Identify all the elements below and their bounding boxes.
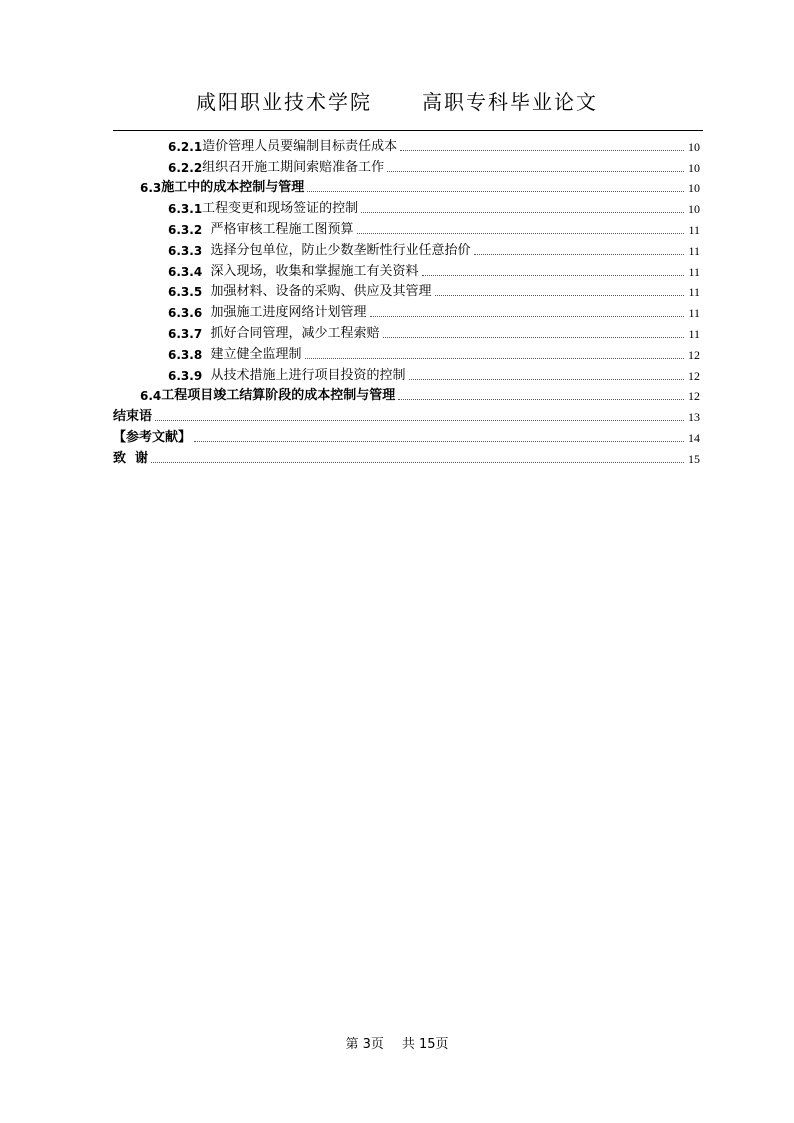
toc-entry-page: 15 [688,451,700,466]
toc-entry-title: 工程项目竣工结算阶段的成本控制与管理 [161,388,396,404]
toc-entry-title: 严格审核工程施工图预算 [210,221,354,237]
toc-entry-page: 10 [688,160,700,175]
toc-dot-leader [151,461,684,463]
toc-dot-leader [361,211,684,213]
toc-dot-leader [383,336,684,338]
toc-entry[interactable] [113,300,700,321]
toc-entry-page: 10 [688,181,700,196]
toc-dot-leader [400,149,684,151]
toc-entry[interactable] [113,134,700,155]
toc-entry-number: 6.3.6 [168,306,211,321]
school-name: 咸阳职业技术学院 [196,90,372,114]
toc-entry-page: 13 [688,410,700,425]
page-footer [0,1033,794,1052]
toc-entry-page: 11 [688,243,700,258]
toc-entry[interactable] [113,196,700,217]
toc-entry-page: 11 [688,306,700,321]
toc-entry[interactable] [113,363,700,384]
toc-entry[interactable] [113,238,700,259]
toc-entry-number: 6.3.4 [168,264,211,279]
toc-entry[interactable] [113,342,700,363]
toc-entry-page: 12 [688,368,700,383]
toc-entry[interactable] [113,404,700,425]
toc-entry-number: 6.2.1 [168,139,203,154]
toc-dot-leader [305,357,684,359]
toc-entry-page: 14 [688,430,700,445]
document-header [0,86,794,115]
toc-entry-page: 12 [688,347,700,362]
toc-entry-page: 11 [688,285,700,300]
toc-entry-page: 11 [688,326,700,341]
toc-entry-number: 6.3.3 [168,243,211,258]
toc-entry-number: 6.3.1 [168,202,203,217]
toc-dot-leader [155,419,684,421]
toc-dot-leader [435,294,684,296]
toc-dot-leader [307,190,684,192]
toc-entry-page: 11 [688,222,700,237]
toc-entry[interactable] [113,384,700,405]
toc-entry-title: 结束语 [113,409,153,425]
toc-entry[interactable] [113,425,700,446]
toc-entry-title: 工程变更和现场签证的控制 [202,201,359,217]
toc-entry[interactable] [113,280,700,301]
header-rule [113,130,703,131]
toc-dot-leader [409,378,684,380]
toc-entry-number: 6.3 [140,181,162,196]
toc-entry-number: 6.4 [140,389,162,404]
toc-entry-title: 选择分包单位，防止少数垄断性行业任意抬价 [210,242,471,258]
toc-entry-title: 施工中的成本控制与管理 [161,180,305,196]
toc-entry[interactable] [113,259,700,280]
toc-entry-page: 11 [688,264,700,279]
toc-entry[interactable] [113,446,700,467]
toc-entry[interactable] [113,176,700,197]
toc-entry[interactable] [113,321,700,342]
footer-page-current: 第 3页 [345,1037,384,1052]
toc-entry-page: 10 [688,202,700,217]
toc-dot-leader [398,398,684,400]
toc-entry-title: 【参考文献】 [113,429,192,445]
toc-entry-title: 从技术措施上进行项目投资的控制 [210,367,406,383]
toc-entry-number: 6.3.7 [168,326,211,341]
toc-dot-leader [194,440,684,442]
toc-entry-number: 6.2.2 [168,160,203,175]
toc-entry-number: 6.3.5 [168,285,211,300]
toc-entry-number: 6.3.8 [168,347,211,362]
toc-entry-title: 加强材料、设备的采购、供应及其管理 [210,284,432,300]
toc-dot-leader [357,232,684,234]
table-of-contents [113,134,700,467]
toc-entry-page: 10 [688,139,700,154]
toc-entry-title: 深入现场，收集和掌握施工有关资料 [210,263,419,279]
toc-dot-leader [370,315,684,317]
toc-entry-page: 12 [688,389,700,404]
toc-entry-number: 6.3.9 [168,368,211,383]
toc-entry-title: 造价管理人员要编制目标责任成本 [202,138,398,154]
toc-entry-title: 组织召开施工期间索赔准备工作 [202,159,385,175]
toc-entry[interactable] [113,155,700,176]
toc-entry-title: 抓好合同管理，减少工程索赔 [210,325,380,341]
toc-entry-number: 6.3.2 [168,222,211,237]
toc-dot-leader [474,253,684,255]
toc-entry-title: 致 谢 [113,450,149,466]
toc-dot-leader [422,274,684,276]
footer-page-total: 共 15页 [401,1037,449,1052]
toc-dot-leader [387,170,684,172]
toc-entry-title: 建立健全监理制 [210,346,302,362]
toc-entry[interactable] [113,217,700,238]
toc-entry-title: 加强施工进度网络计划管理 [210,305,367,321]
thesis-type: 高职专科毕业论文 [422,90,598,114]
